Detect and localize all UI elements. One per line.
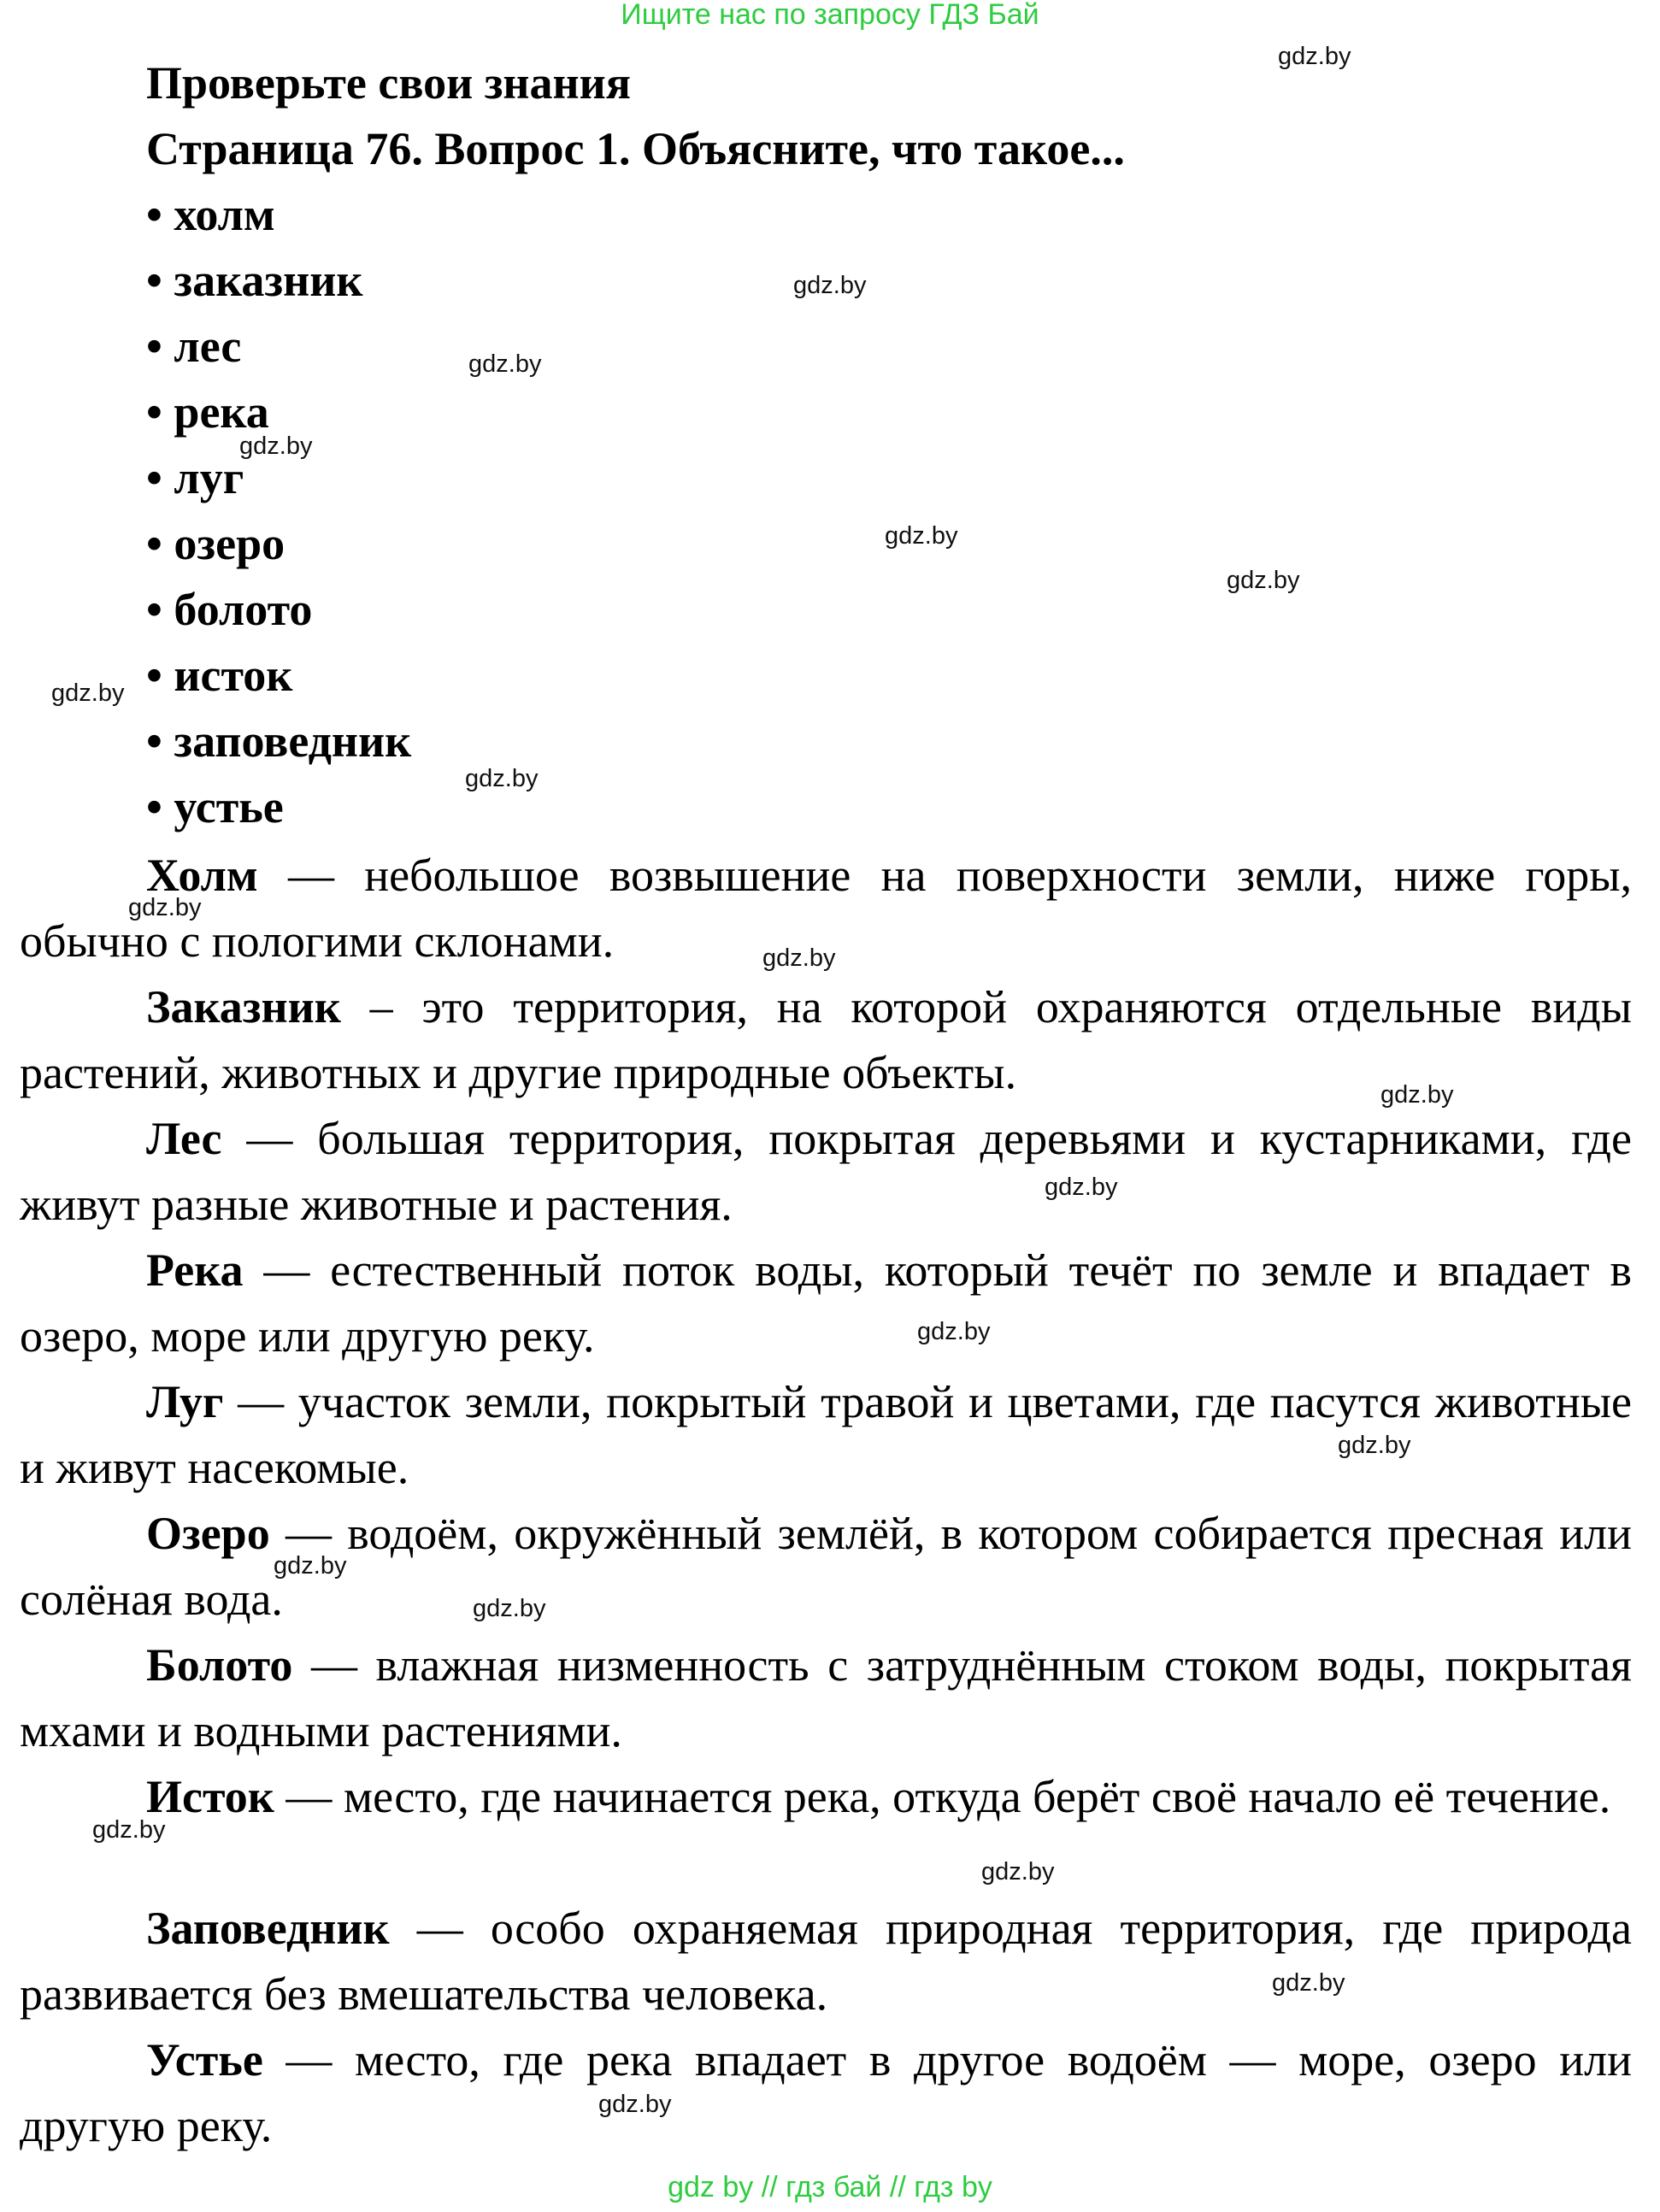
definition-paragraph <box>20 1106 1632 1238</box>
definition-term: Озеро <box>146 1508 270 1559</box>
definition-paragraph <box>20 1896 1632 2027</box>
definition-text: — особо охраняемая природная территория, где природа развивается без вмешательства человека. <box>20 1903 1632 2020</box>
watermark: gdz.by <box>1227 567 1300 594</box>
watermark: gdz.by <box>239 432 313 460</box>
bullet-item: • устье <box>146 781 284 832</box>
question-title: Страница 76. Вопрос 1. Объясните, что такое... <box>146 123 1125 174</box>
bullet-item: • озеро <box>146 518 285 569</box>
definition-paragraph <box>20 1633 1632 1764</box>
definition-text: — место, где река впадает в другое водоём — море, озеро или другую реку. <box>20 2034 1632 2151</box>
bullet-item: • болото <box>146 584 313 635</box>
watermark: gdz.by <box>1045 1174 1118 1201</box>
watermark: gdz.by <box>92 1816 166 1844</box>
watermark: gdz.by <box>885 522 958 550</box>
watermark: gdz.by <box>1338 1432 1411 1459</box>
definition-text: — участок земли, покрытый травой и цветами, где пасутся животные и живут насекомые. <box>20 1376 1632 1493</box>
section-title: Проверьте свои знания <box>146 57 631 109</box>
definition-term: Заказник <box>146 981 341 1032</box>
watermark: gdz.by <box>917 1318 991 1345</box>
definition-term: Лес <box>146 1113 222 1164</box>
definition-term: Луг <box>146 1376 224 1427</box>
definition-text: — большая территория, покрытая деревьями и кустарниками, где живут разные животные и растения. <box>20 1113 1632 1230</box>
definition-term: Исток <box>146 1771 274 1822</box>
definition-text: — влажная низменность с затруднённым стоком воды, покрытая мхами и водными растениями. <box>20 1639 1632 1756</box>
definition-text: — небольшое возвышение на поверхности земли, ниже горы, обычно с пологими склонами. <box>20 850 1632 967</box>
watermark: gdz.by <box>981 1858 1055 1885</box>
definition-term: Заповедник <box>146 1903 390 1954</box>
bullet-item: • заповедник <box>146 715 412 767</box>
watermark: gdz.by <box>465 765 539 792</box>
definition-paragraph <box>20 2027 1632 2159</box>
watermark: gdz.by <box>762 944 836 972</box>
watermark: gdz.by <box>51 679 125 707</box>
watermark: gdz.by <box>598 2091 672 2118</box>
watermark: gdz.by <box>1272 1969 1345 1997</box>
definition-text: — место, где начинается река, откуда берёт своё начало её течение. <box>274 1771 1611 1822</box>
watermark: gdz.by <box>468 350 542 378</box>
definition-term: Холм <box>146 850 258 901</box>
definition-term: Устье <box>146 2034 263 2086</box>
watermark: gdz.by <box>1278 43 1351 70</box>
bullet-item: • река <box>146 386 269 438</box>
definition-paragraph <box>20 1764 1632 1830</box>
footer: gdz by // гдз бай // гдз by <box>668 2171 992 2203</box>
definition-paragraph <box>20 1501 1632 1633</box>
watermark: gdz.by <box>128 894 202 921</box>
watermark: gdz.by <box>1380 1081 1454 1109</box>
bullet-item: • лес <box>146 321 242 372</box>
definition-paragraph <box>20 1238 1632 1369</box>
bullet-item: • исток <box>146 650 293 701</box>
watermark: gdz.by <box>793 272 867 299</box>
top-banner: Ищите нас по запросу ГДЗ Бай <box>621 0 1039 31</box>
bullet-item: • заказник <box>146 255 363 306</box>
definition-text: — водоём, окружённый землёй, в котором собирается пресная или солёная вода. <box>20 1508 1632 1625</box>
definition-text: — естественный поток воды, который течёт по земле и впадает в озеро, море или другую реку. <box>20 1244 1632 1362</box>
definition-text: – это территория, на которой охраняются отдельные виды растений, животных и другие природные объекты. <box>20 981 1632 1098</box>
watermark: gdz.by <box>473 1595 546 1622</box>
bullet-item: • холм <box>146 189 275 240</box>
watermark: gdz.by <box>274 1552 347 1580</box>
definition-term: Река <box>146 1244 244 1296</box>
bullet-item: • луг <box>146 452 244 503</box>
definition-term: Болото <box>146 1639 293 1691</box>
